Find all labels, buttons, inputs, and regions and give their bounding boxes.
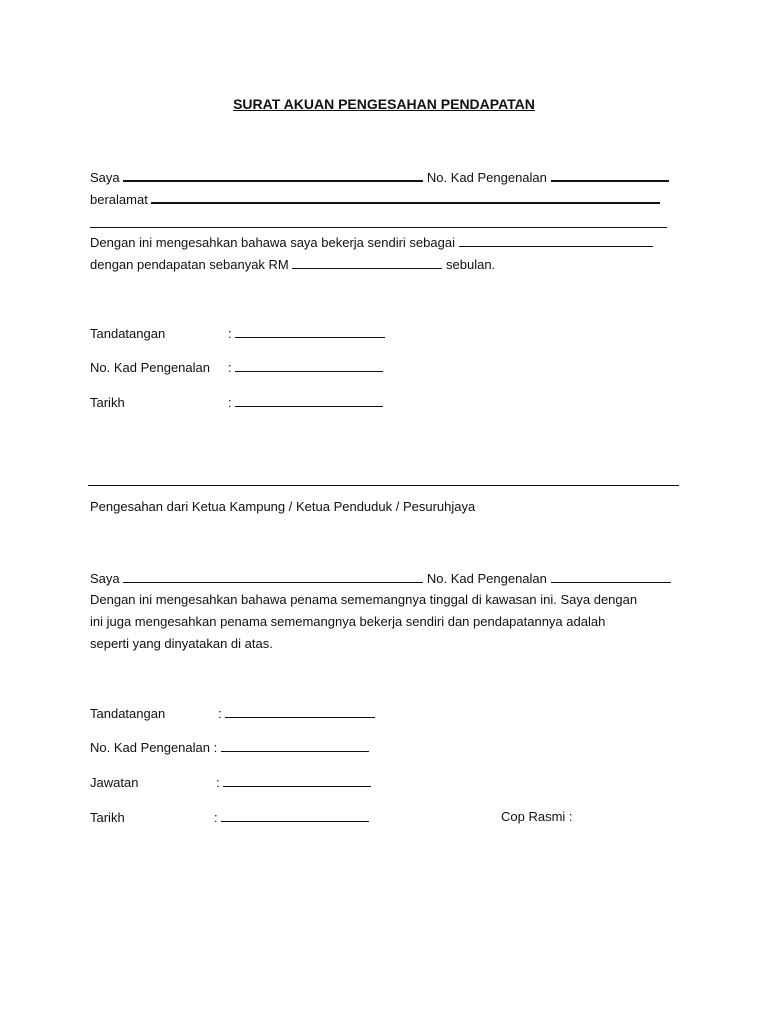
sig2-jawatan-row (90, 774, 371, 791)
tandatangan-label: Tandatangan (90, 706, 166, 721)
verifier-name-field[interactable] (123, 570, 423, 583)
document-title: SURAT AKUAN PENGESAHAN PENDAPATAN (233, 96, 535, 112)
tarikh-label: Tarikh (90, 395, 125, 410)
section-divider (88, 485, 679, 486)
sig-ic-field[interactable] (235, 359, 383, 372)
ic-label: No. Kad Pengenalan (90, 360, 210, 375)
tarikh-label: Tarikh (90, 810, 125, 825)
ic-label: No. Kad Pengenalan (426, 170, 547, 185)
colon: : (228, 360, 232, 375)
date-field[interactable] (235, 394, 383, 407)
sig1-tandatangan-row (90, 325, 385, 342)
occupation-field[interactable] (459, 234, 653, 247)
occupation-row (90, 234, 653, 251)
address-row (90, 190, 660, 208)
verifier-ic-field[interactable] (551, 570, 671, 583)
applicant-name-row (90, 168, 669, 186)
income-amount-field[interactable] (292, 256, 442, 269)
verifier-date-field[interactable] (221, 809, 369, 822)
verification-para-line1: Dengan ini mengesahkan bahawa penama sememangnya tinggal di kawasan ini. Saya dengan (90, 592, 638, 607)
verification-para-line3: seperti yang dinyatakan di atas. (90, 636, 273, 651)
ic-label: No. Kad Pengenalan (426, 571, 547, 586)
verifier-name-row (90, 570, 671, 587)
saya-label: Saya (90, 170, 120, 185)
verifier-sig-ic-field[interactable] (221, 739, 369, 752)
colon: : (228, 395, 232, 410)
sig1-ic-row (90, 359, 383, 376)
sig2-ic-row (90, 739, 369, 756)
verification-para-line2: ini juga mengesahkan penama sememangnya bekerja sendiri dan pendapatannya adalah (90, 614, 606, 629)
ic-label: No. Kad Pengenalan : (90, 740, 218, 755)
address-field-line2[interactable] (90, 227, 667, 228)
colon: : (214, 810, 218, 825)
sebulan-label: sebulan. (446, 257, 496, 272)
address-field-line1[interactable] (151, 190, 660, 204)
beralamat-label: beralamat (90, 192, 148, 207)
verifier-signature-field[interactable] (225, 705, 375, 718)
colon: : (216, 775, 220, 790)
applicant-ic-field[interactable] (551, 168, 669, 182)
applicant-name-field[interactable] (123, 168, 423, 182)
colon: : (228, 326, 232, 341)
income-row (90, 256, 495, 273)
occupation-statement: Dengan ini mengesahkan bahawa saya bekerja sendiri sebagai (90, 235, 455, 250)
verification-heading: Pengesahan dari Ketua Kampung / Ketua Penduduk / Pesuruhjaya (90, 499, 476, 514)
saya-label: Saya (90, 571, 120, 586)
colon: : (218, 706, 222, 721)
sig2-tarikh-row (90, 809, 369, 826)
signature-field[interactable] (235, 325, 385, 338)
position-field[interactable] (223, 774, 371, 787)
official-stamp-label: Cop Rasmi : (501, 809, 573, 824)
jawatan-label: Jawatan (90, 775, 139, 790)
tandatangan-label: Tandatangan (90, 326, 166, 341)
income-statement: dengan pendapatan sebanyak RM (90, 257, 289, 272)
sig2-tandatangan-row (90, 705, 375, 722)
sig1-tarikh-row (90, 394, 383, 411)
